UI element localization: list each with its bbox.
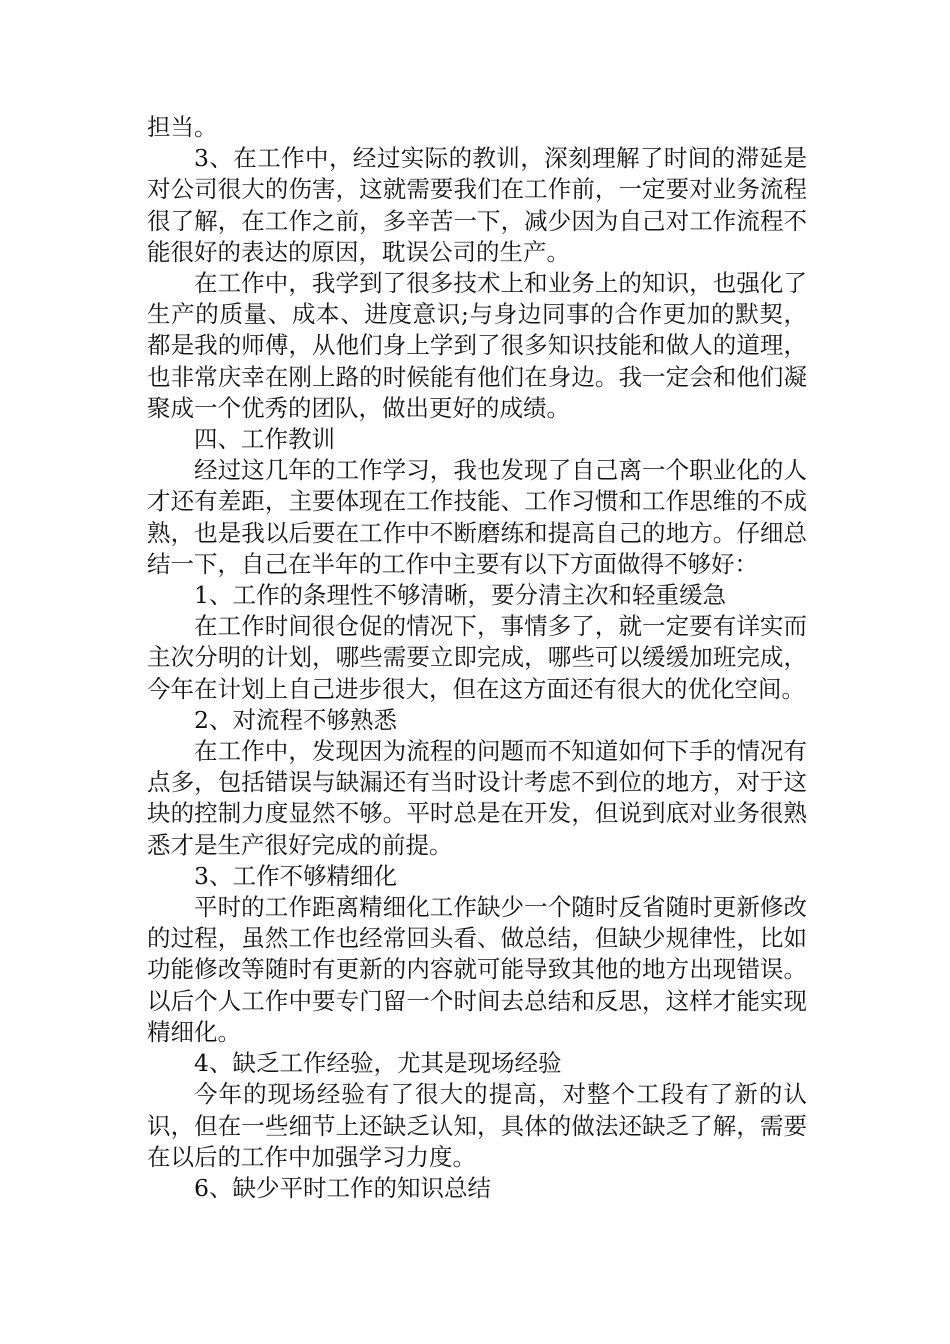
paragraph-continuation: 担当。 [147,113,218,141]
subheading-point-3: 3、工作不够精细化 [194,861,397,890]
subheading-point-2: 2、对流程不够熟悉 [194,705,397,734]
section-heading-work-lessons: 四、工作教训 [194,425,335,454]
paragraph-point-4: 今年的现场经验有了很大的提高，对整个工段有了新的认识，但在一些细节上还缺乏认知，具体的做法还缺乏了解，需要在以后的工作中加强学习力度。 [147,1080,807,1171]
paragraph-point-2: 在工作中，发现因为流程的问题而不知道如何下手的情况有点多，包括错误与缺漏还有当时设计考虑不到位的地方，对于这块的控制力度显然不够。平时总是在开发，但说到底对业务很熟悉才是生产很好完成的前提。 [147,737,807,859]
subheading-point-4: 4、缺乏工作经验，尤其是现场经验 [194,1049,562,1078]
paragraph-lessons-intro: 经过这几年的工作学习，我也发现了自己离一个职业化的人才还有差距，主要体现在工作技能、工作习惯和工作思维的不成熟，也是我以后要在工作中不断磨练和提高自己的地方。仔细总结一下，自己在半年的工作中主要有以下方面做得不够好： [147,456,807,578]
paragraph-point-3-time-delay: 3、在工作中，经过实际的教训，深刻理解了时间的滞延是对公司很大的伤害，这就需要我们在工作前，一定要对业务流程很了解，在工作之前，多辛苦一下，减少因为自己对工作流程不能很好的表达的原因，耽误公司的生产。 [147,144,807,266]
subheading-point-6: 6、缺少平时工作的知识总结 [194,1173,491,1202]
paragraph-point-3: 平时的工作距离精细化工作缺少一个随时反省随时更新修改的过程，虽然工作也经常回头看、做总结，但缺少规律性，比如功能修改等随时有更新的内容就可能导致其他的地方出现错误。以后个人工作中要专门留一个时间去总结和反思，这样才能实现精细化。 [147,893,807,1046]
paragraph-learning-summary: 在工作中，我学到了很多技术上和业务上的知识，也强化了生产的质量、成本、进度意识;与身边同事的合作更加的默契，都是我的师傅，从他们身上学到了很多知识技能和做人的道理，也非常庆幸在刚上路的时候能有他们在身边。我一定会和他们凝聚成一个优秀的团队，做出更好的成绩。 [147,269,807,422]
document-body [147,112,807,1204]
paragraph-point-1: 在工作时间很仓促的情况下，事情多了，就一定要有详实而主次分明的计划，哪些需要立即完成，哪些可以缓缓加班完成，今年在计划上自己进步很大，但在这方面还有很大的优化空间。 [147,612,807,703]
subheading-point-1: 1、工作的条理性不够清晰，要分清主次和轻重缓急 [194,581,726,610]
